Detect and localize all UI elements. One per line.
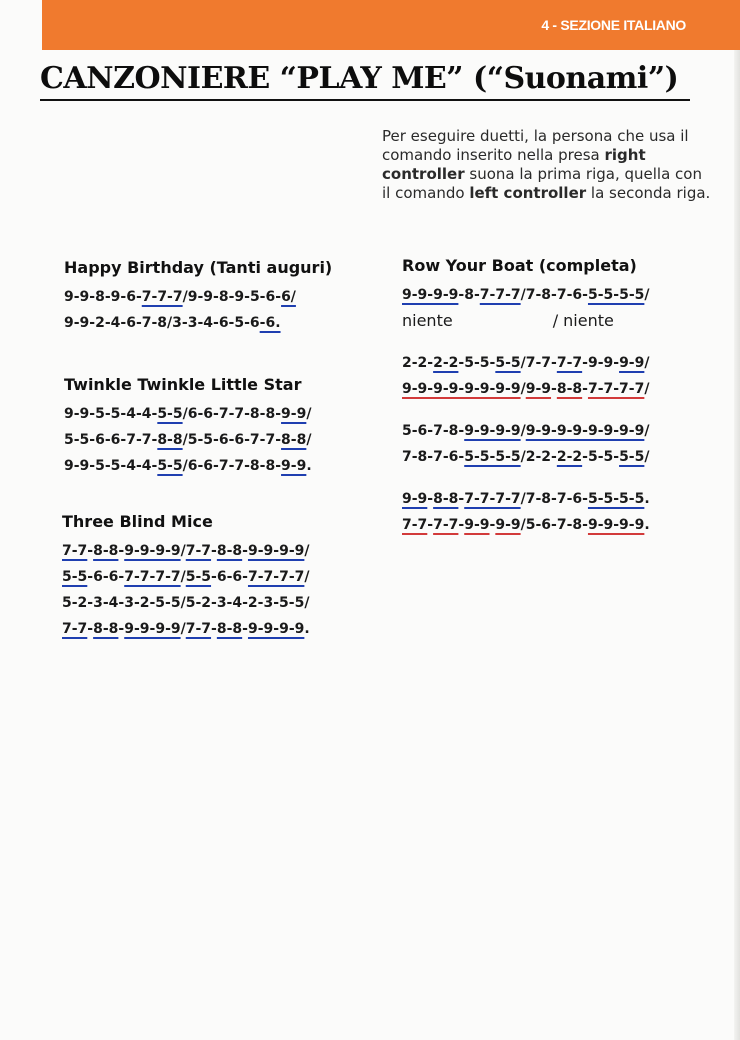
notes-line: 9-9-9-9-8-7-7-7/7-8-7-6-5-5-5-5/	[402, 287, 650, 303]
underlined-notes: 9-9-9-9	[124, 543, 181, 559]
notes-line: 7-7-8-8-9-9-9-9/7-7-8-8-9-9-9-9.	[62, 621, 310, 637]
intro-left-controller: left controller	[469, 184, 587, 202]
intro-text	[382, 127, 712, 203]
underlined-notes: 6/	[281, 289, 296, 305]
notes-line: 9-9-8-8-7-7-7-7/7-8-7-6-5-5-5-5.	[402, 491, 650, 507]
page-title: CANZONIERE “PLAY ME” (“Suonami”)	[40, 61, 679, 96]
rest-label: niente	[402, 311, 453, 330]
underlined-notes: 9-9-9-9-9-9-9-9	[525, 423, 645, 439]
notes-line: 7-8-7-6-5-5-5-5/2-2-2-2-5-5-5-5/	[402, 449, 650, 465]
underlined-notes: 7-7	[185, 543, 212, 559]
underlined-notes: 5-5	[157, 458, 183, 474]
song-row-your-boat	[402, 256, 650, 539]
underlined-notes: 9-9	[281, 406, 307, 422]
song-title: Twinkle Twinkle Little Star	[64, 375, 302, 394]
notes-line: 5-2-3-4-3-2-5-5/5-2-3-4-2-3-5-5/	[62, 595, 310, 611]
notes-line: 5-5-6-6-7-7-8-8/5-5-6-6-7-7-8-8/	[64, 432, 312, 448]
underlined-notes: 7-7	[62, 543, 88, 559]
song-title: Happy Birthday (Tanti auguri)	[64, 258, 333, 277]
song-title: Three Blind Mice	[62, 512, 213, 531]
page-edge-shadow	[734, 50, 740, 1040]
notes-line: 7-7-8-8-9-9-9-9/7-7-8-8-9-9-9-9/	[62, 543, 310, 559]
underlined-notes: 8-8	[93, 543, 119, 559]
underlined-notes: 7-7-7	[479, 287, 521, 303]
intro-part-2: suona la prima riga, quella con il comando	[382, 165, 702, 202]
song-three-blind-mice	[62, 512, 310, 643]
niente-line	[402, 309, 650, 335]
underlined-notes: 8-8	[556, 381, 583, 397]
underlined-notes: 7-7	[185, 621, 212, 637]
notes-line: 9-9-5-5-4-4-5-5/6-6-7-7-8-8-9-9/	[64, 406, 312, 422]
underlined-notes: 9-9-9-9	[247, 543, 305, 559]
underlined-notes: -6.	[259, 315, 281, 331]
underlined-notes: 7-7-7-7	[124, 569, 181, 585]
underlined-notes: 8-8	[281, 432, 307, 448]
notes-line: 9-9-9-9-9-9-9-9/9-9-8-8-7-7-7-7/	[402, 381, 650, 397]
underlined-notes: 8-8	[93, 621, 119, 637]
intro-part-3: la seconda riga.	[586, 184, 711, 202]
underlined-notes: 8-8	[157, 432, 183, 448]
underlined-notes: 7-7	[402, 517, 428, 533]
underlined-notes: 9-9-9-9-9-9-9-9	[402, 381, 521, 397]
intro-right-controller: right controller	[382, 146, 646, 183]
underlined-notes: 8-8	[216, 543, 243, 559]
underlined-notes: 7-7	[62, 621, 88, 637]
underlined-notes: 8-8	[216, 621, 243, 637]
notes-line: 9-9-2-4-6-7-8/3-3-4-6-5-6-6.	[64, 315, 281, 331]
notes-line: 5-6-7-8-9-9-9-9/9-9-9-9-9-9-9-9/	[402, 423, 650, 439]
song-happy-birthday	[64, 258, 332, 337]
notes-line: 7-7-7-7-9-9-9-9/5-6-7-8-9-9-9-9.	[402, 517, 650, 533]
underlined-notes: 9-9	[525, 381, 552, 397]
title-rule	[40, 99, 690, 101]
underlined-notes: 9-9-9-9	[587, 517, 645, 533]
notes-line: 5-5-6-6-7-7-7-7/5-5-6-6-7-7-7-7/	[62, 569, 310, 585]
section-label: 4 - SEZIONE ITALIANO	[541, 17, 686, 33]
underlined-notes: 9-9-9-9	[247, 621, 305, 637]
underlined-notes: 5-5-5-5	[587, 491, 645, 507]
underlined-notes: 5-5	[495, 355, 521, 371]
header-band	[42, 0, 740, 50]
song-title: Row Your Boat (completa)	[402, 256, 637, 275]
notes-line: 9-9-5-5-4-4-5-5/6-6-7-7-8-8-9-9.	[64, 458, 312, 474]
rest-label: / niente	[552, 311, 614, 330]
underlined-notes: 2-2	[556, 449, 583, 465]
underlined-notes: 7-7-7-7	[587, 381, 645, 397]
underlined-notes: 7-7-7-7	[464, 491, 521, 507]
notes-line: 2-2-2-2-5-5-5-5/7-7-7-7-9-9-9-9/	[402, 355, 650, 371]
underlined-notes: 9-9	[464, 517, 490, 533]
underlined-notes: 7-7-7	[141, 289, 183, 305]
underlined-notes: 8-8	[433, 491, 459, 507]
underlined-notes: 5-5	[62, 569, 88, 585]
underlined-notes: 9-9	[281, 458, 307, 474]
underlined-notes: 5-5	[619, 449, 645, 465]
underlined-notes: 9-9-9-9	[402, 287, 459, 303]
underlined-notes: 9-9-9-9	[464, 423, 521, 439]
underlined-notes: 5-5	[185, 569, 212, 585]
underlined-notes: 7-7	[433, 517, 459, 533]
song-twinkle	[64, 375, 312, 480]
underlined-notes: 7-7-7-7	[247, 569, 305, 585]
underlined-notes: 5-5	[157, 406, 183, 422]
underlined-notes: 9-9-9-9	[124, 621, 181, 637]
underlined-notes: 9-9	[402, 491, 428, 507]
underlined-notes: 5-5-5-5	[587, 287, 645, 303]
underlined-notes: 9-9	[619, 355, 645, 371]
underlined-notes: 5-5-5-5	[464, 449, 521, 465]
underlined-notes: 9-9	[495, 517, 521, 533]
underlined-notes: 2-2	[433, 355, 459, 371]
intro-part-1: Per eseguire duetti, la persona che usa il comando inserito nella presa	[382, 127, 689, 164]
underlined-notes: 7-7	[556, 355, 583, 371]
notes-line: 9-9-8-9-6-7-7-7/9-9-8-9-5-6-6/	[64, 289, 296, 305]
